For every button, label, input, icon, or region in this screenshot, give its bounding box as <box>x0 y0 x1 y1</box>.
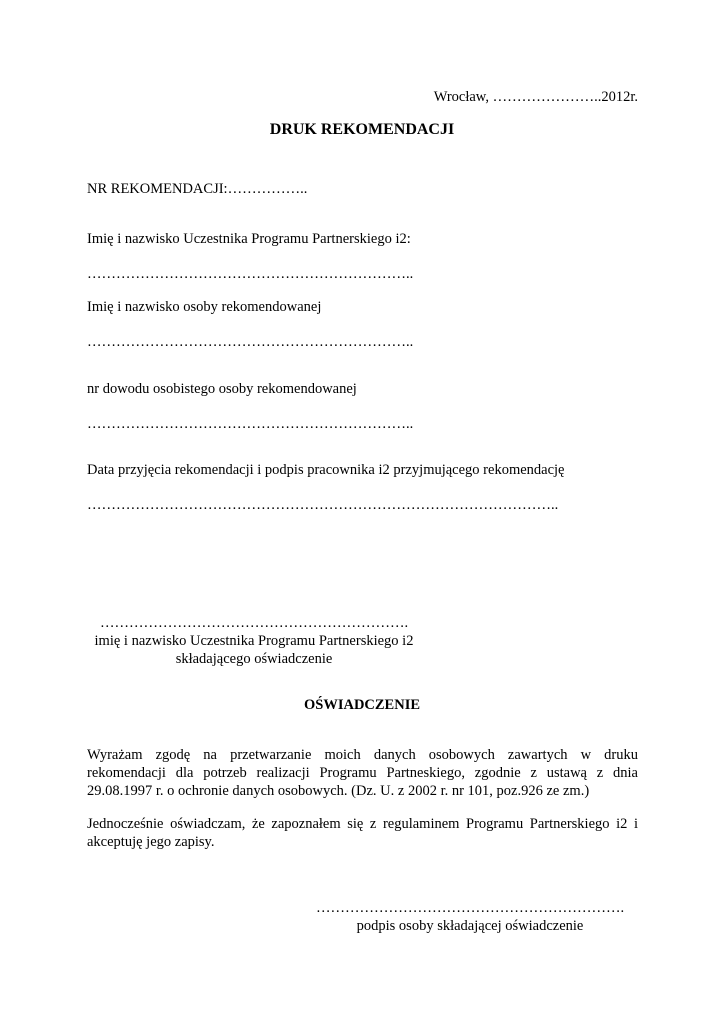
recommended-name-label: Imię i nazwisko osoby rekomendowanej <box>87 299 322 315</box>
acceptance-label: Data przyjęcia rekomendacji i podpis pracownika i2 przyjmującego rekomendację <box>87 462 565 478</box>
participant-signature-dots: ………………………………………………………. <box>99 615 409 631</box>
id-number-dots: ………………………………………………………….. <box>87 416 414 432</box>
consent-line-2: rekomendacji dla potrzeb realizacji Programu Partneskiego, zgodnie z ustawą z dnia <box>87 765 638 781</box>
recommendation-number-field: NR REKOMENDACJI:…………….. <box>87 181 308 197</box>
statement-line-1: Jednocześnie oświadczam, że zapoznałem się z regulaminem Programu Partnerskiego i2 i <box>87 816 638 832</box>
declarant-signature-dots: ………………………………………………………. <box>315 900 625 916</box>
consent-line-3: 29.08.1997 r. o ochronie danych osobowych. (Dz. U. z 2002 r. nr 101, poz.926 ze zm.) <box>87 783 590 799</box>
declaration-title: OŚWIADCZENIE <box>303 697 421 713</box>
participant-name-label: Imię i nazwisko Uczestnika Programu Partnerskiego i2: <box>87 231 411 247</box>
acceptance-dots: …………………………………………………………………………………….. <box>87 497 559 513</box>
declarant-signature-block <box>300 899 640 935</box>
participant-signature-block <box>79 614 429 668</box>
declarant-signature-caption: podpis osoby składającej oświadczenie <box>356 918 584 934</box>
consent-line-1: Wyrażam zgodę na przetwarzanie moich danych osobowych zawartych w druku <box>87 747 638 763</box>
participant-signature-caption-line2: składającego oświadczenie <box>175 651 333 667</box>
statement-paragraph <box>87 815 638 851</box>
statement-line-2: akceptuję jego zapisy. <box>87 834 215 850</box>
consent-paragraph <box>87 746 638 800</box>
date-line: Wrocław, …………………..2012r. <box>433 89 638 105</box>
recommended-name-dots: ………………………………………………………….. <box>87 334 414 350</box>
document-title: DRUK REKOMENDACJI <box>269 121 455 138</box>
id-number-label: nr dowodu osobistego osoby rekomendowanej <box>87 381 357 397</box>
participant-name-dots: ………………………………………………………….. <box>87 266 414 282</box>
participant-signature-caption-line1: imię i nazwisko Uczestnika Programu Partnerskiego i2 <box>94 633 414 649</box>
